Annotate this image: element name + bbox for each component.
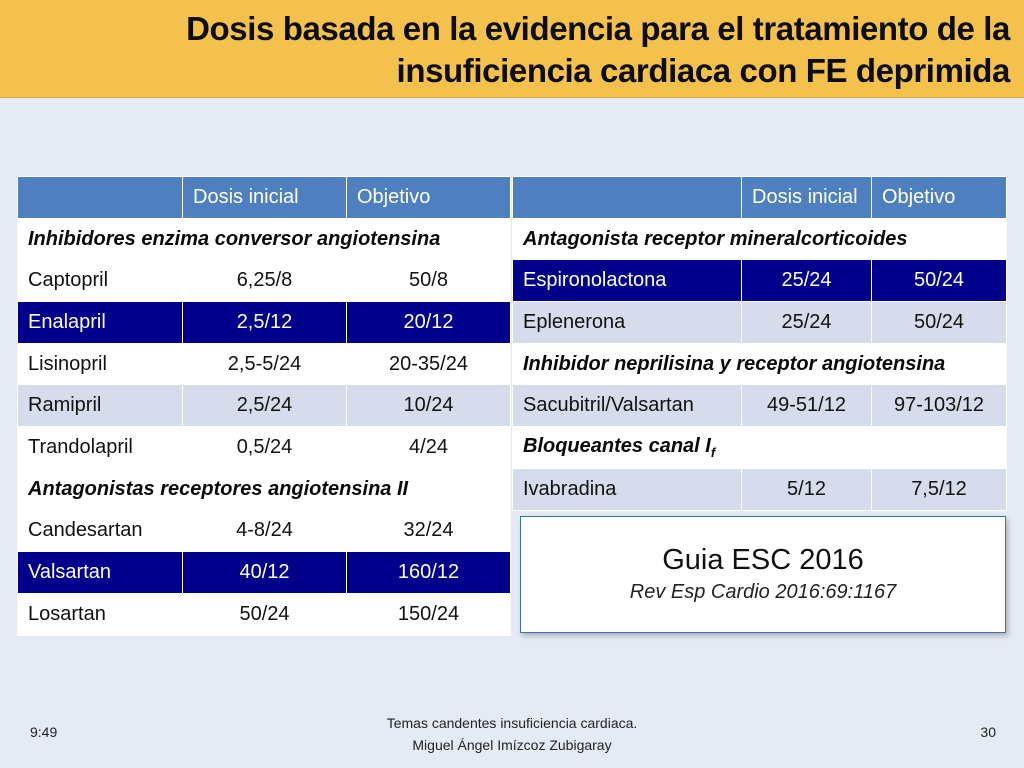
table-row bbox=[18, 385, 511, 427]
drug-name: Ramipril bbox=[18, 385, 183, 427]
section-arni: Inhibidor neprilisina y receptor angiotensina bbox=[513, 343, 1007, 385]
reference-citation: Rev Esp Cardio 2016:69:1167 bbox=[629, 581, 897, 603]
drug-name: Sacubitril/Valsartan bbox=[513, 385, 742, 427]
footer-caption bbox=[312, 712, 712, 756]
left-dose-table bbox=[17, 176, 511, 636]
footer-line-2: Miguel Ángel Imízcoz Zubigaray bbox=[412, 737, 612, 753]
target-dose: 7,5/12 bbox=[872, 468, 1007, 510]
section-row bbox=[18, 218, 511, 260]
initial-dose: 25/24 bbox=[742, 302, 872, 344]
target-dose: 97-103/12 bbox=[872, 385, 1007, 427]
section-row bbox=[18, 468, 511, 510]
drug-name: Eplenerona bbox=[513, 302, 742, 344]
footer-time: 9:49 bbox=[30, 724, 58, 740]
title-line-2: insuficiencia cardiaca con FE deprimida bbox=[396, 52, 1010, 89]
table-header-row bbox=[513, 177, 1007, 219]
initial-dose: 2,5/12 bbox=[183, 302, 347, 344]
slide-title bbox=[0, 0, 1024, 98]
section-ara2: Antagonistas receptores angiotensina II bbox=[18, 468, 511, 510]
initial-dose: 50/24 bbox=[183, 593, 347, 635]
footer-line-1: Temas candentes insuficiencia cardiaca. bbox=[386, 715, 638, 731]
table-row bbox=[513, 468, 1007, 510]
table-row bbox=[18, 343, 511, 385]
header-target-dose: Objetivo bbox=[872, 177, 1007, 219]
table-row bbox=[513, 385, 1007, 427]
target-dose: 32/24 bbox=[347, 510, 511, 552]
section-row bbox=[513, 343, 1007, 385]
table-row bbox=[18, 593, 511, 635]
drug-name: Losartan bbox=[18, 593, 183, 635]
drug-name: Espironolactona bbox=[513, 260, 742, 302]
table-row-highlighted bbox=[513, 260, 1007, 302]
target-dose: 20-35/24 bbox=[347, 343, 511, 385]
section-arm: Antagonista receptor mineralcorticoides bbox=[513, 218, 1007, 260]
section-ieca: Inhibidores enzima conversor angiotensina bbox=[18, 218, 511, 260]
header-initial-dose: Dosis inicial bbox=[183, 177, 347, 219]
target-dose: 50/8 bbox=[347, 260, 511, 302]
section-if-subscript: f bbox=[710, 444, 716, 460]
section-row bbox=[513, 218, 1007, 260]
right-dose-table bbox=[512, 176, 1007, 511]
drug-name: Lisinopril bbox=[18, 343, 183, 385]
initial-dose: 40/12 bbox=[183, 552, 347, 594]
header-target-dose: Objetivo bbox=[347, 177, 511, 219]
title-line-1: Dosis basada en la evidencia para el tratamiento de la bbox=[186, 10, 1010, 47]
initial-dose: 49-51/12 bbox=[742, 385, 872, 427]
table-row-highlighted bbox=[18, 302, 511, 344]
table-row bbox=[513, 302, 1007, 344]
target-dose: 10/24 bbox=[347, 385, 511, 427]
initial-dose: 4-8/24 bbox=[183, 510, 347, 552]
drug-name: Enalapril bbox=[18, 302, 183, 344]
table-row bbox=[18, 260, 511, 302]
section-if-label: Bloqueantes canal I bbox=[523, 434, 711, 457]
drug-name: Trandolapril bbox=[18, 427, 183, 469]
target-dose: 50/24 bbox=[872, 302, 1007, 344]
initial-dose: 2,5-5/24 bbox=[183, 343, 347, 385]
header-initial-dose: Dosis inicial bbox=[742, 177, 872, 219]
drug-name: Captopril bbox=[18, 260, 183, 302]
table-row bbox=[18, 427, 511, 469]
drug-name: Candesartan bbox=[18, 510, 183, 552]
page-number: 30 bbox=[980, 724, 996, 740]
target-dose: 20/12 bbox=[347, 302, 511, 344]
table-header-row bbox=[18, 177, 511, 219]
reference-title: Guia ESC 2016 bbox=[662, 544, 864, 576]
target-dose: 50/24 bbox=[872, 260, 1007, 302]
header-cell-empty bbox=[513, 177, 742, 219]
initial-dose: 25/24 bbox=[742, 260, 872, 302]
header-cell-empty bbox=[18, 177, 183, 219]
target-dose: 160/12 bbox=[347, 552, 511, 594]
target-dose: 4/24 bbox=[347, 427, 511, 469]
section-row bbox=[513, 427, 1007, 469]
drug-name: Ivabradina bbox=[513, 468, 742, 510]
initial-dose: 2,5/24 bbox=[183, 385, 347, 427]
target-dose: 150/24 bbox=[347, 593, 511, 635]
initial-dose: 6,25/8 bbox=[183, 260, 347, 302]
initial-dose: 0,5/24 bbox=[183, 427, 347, 469]
reference-box bbox=[520, 516, 1006, 633]
initial-dose: 5/12 bbox=[742, 468, 872, 510]
table-row bbox=[18, 510, 511, 552]
table-row-highlighted bbox=[18, 552, 511, 594]
drug-name: Valsartan bbox=[18, 552, 183, 594]
section-if-channel bbox=[513, 427, 1007, 469]
